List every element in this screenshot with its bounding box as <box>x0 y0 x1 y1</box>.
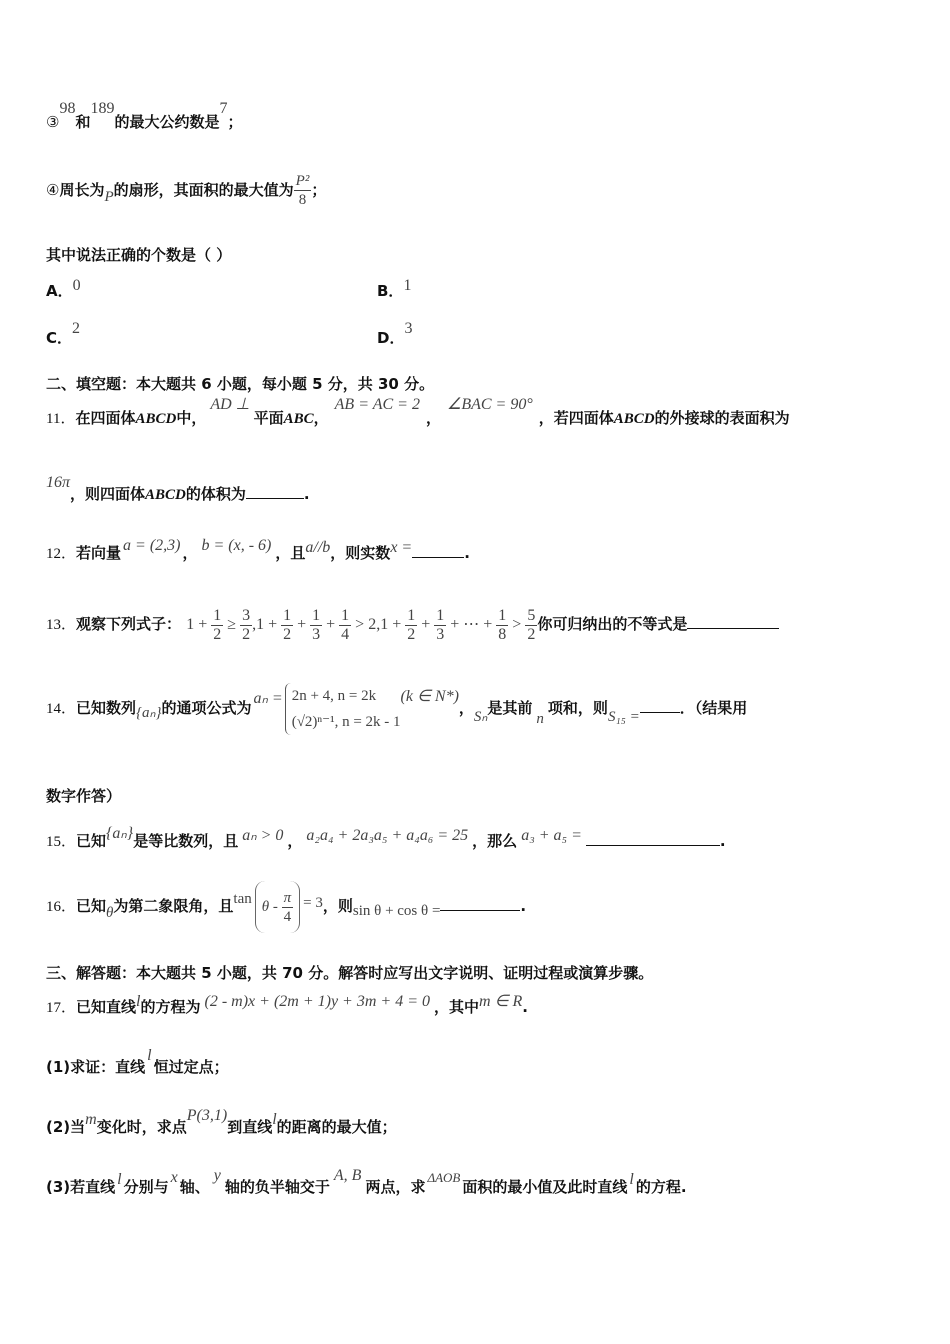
answer-blank-14[interactable] <box>640 698 680 713</box>
question-14-cont: 数字作答） <box>46 787 122 805</box>
option-c[interactable]: C．2 <box>46 320 81 347</box>
question-prompt: 其中说法正确的个数是（ ） <box>46 246 232 264</box>
option-b[interactable]: B．1 <box>377 277 412 300</box>
piecewise-brace: 2n + 4, n = 2k (√2)ⁿ⁻¹, n = 2k - 1 <box>285 683 401 735</box>
answer-blank-13[interactable] <box>687 614 779 629</box>
question-12: 12．若向量 a = (2,3) ， b = (x, - 6) ，且a//b，则实数x = . <box>46 537 470 562</box>
question-17-part-2: (2)当m变化时，求点P(3,1)到直线l的距离的最大值； <box>46 1107 397 1136</box>
statement-3: ③98和189的最大公约数是7； <box>46 100 243 131</box>
answer-blank-11[interactable] <box>246 484 304 499</box>
question-16: 16．已知θ为第二象限角，且tan θ - $\frac{\pi}{4}$ = 3，则sin θ + cos θ = . <box>46 880 526 932</box>
inequality-series: 1 + $\frac{1}{2}$ ≥ $\frac{3}{2}$ ,1 + $\frac{1}{2}$ + $\frac{1}{3}$ + $\frac{1}{4}$ > 2,1 + $\frac{1}{2}$ + $\frac{1}{3}$ + ⋯ + $\frac{1}{8}$ > $\frac{5}{2}$ <box>186 606 536 643</box>
question-11-cont: 16π，则四面体ABCD的体积为 . <box>46 474 310 503</box>
tan-argument: θ - $\frac{\pi}{4}$ <box>255 881 300 933</box>
question-13: 13．观察下列式子： 1 + $\frac{1}{2}$ ≥ $\frac{3}{2}$ ,1 + $\frac{1}{2}$ + $\frac{1}{3}$ + $\frac{1}{4}$ > 2,1 + $\frac{1}{2}$ + $\frac{1}{3}$ + ⋯ + $\frac{1}{8}$ > $\frac{5}{2}$ 你可归纳出的不等式是 <box>46 592 779 656</box>
answer-blank-12[interactable] <box>412 543 464 558</box>
option-d[interactable]: D．3 <box>377 320 413 347</box>
section-3-heading: 三、解答题：本大题共 5 小题，共 70 分。解答时应写出文字说明、证明过程或演算步骤。 <box>46 964 654 982</box>
section-2-heading: 二、填空题：本大题共 6 小题，每小题 5 分，共 30 分。 <box>46 375 435 393</box>
statement-4: ④周长为P的扇形，其面积的最大值为 $\frac{\text{P²}}{8}$ ； <box>46 173 327 208</box>
question-14: 14．已知数列{aₙ}的通项公式为aₙ = 2n + 4, n = 2k (√2)ⁿ⁻¹, n = 2k - 1 (k ∈ N*)，Sₙ是其前n项和，则S₁₅ = ．（结果用 <box>46 672 747 744</box>
option-a[interactable]: A．0 <box>46 277 81 300</box>
answer-blank-15[interactable] <box>586 831 720 846</box>
question-17-part-1: (1)求证：直线l恒过定点； <box>46 1047 229 1076</box>
fraction-p2-over-8: $\frac{\text{P²}}{8}$ <box>295 173 310 208</box>
question-17: 17．已知直线l的方程为 (2 - m)x + (2m + 1)y + 3m + 4 = 0 ，其中m ∈ R. <box>46 993 528 1016</box>
question-15: 15．已知{aₙ}是等比数列，且 aₙ > 0 ， a₂a₄ + 2a₃a₅ + a₄a₆ = 25 ，那么 a₃ + a₅ = . <box>46 825 726 850</box>
answer-blank-16[interactable] <box>440 896 520 911</box>
question-17-part-3: (3)若直线 l 分别与x轴、y轴的负半轴交于A, B两点，求ΔAOB面积的最小值及此时直线 l 的方程. <box>46 1167 687 1196</box>
question-11: 11．在四面体ABCD中，AD ⊥平面ABC，AB = AC = 2，∠BAC = 90°，若四面体ABCD的外接球的表面积为 <box>46 396 790 427</box>
